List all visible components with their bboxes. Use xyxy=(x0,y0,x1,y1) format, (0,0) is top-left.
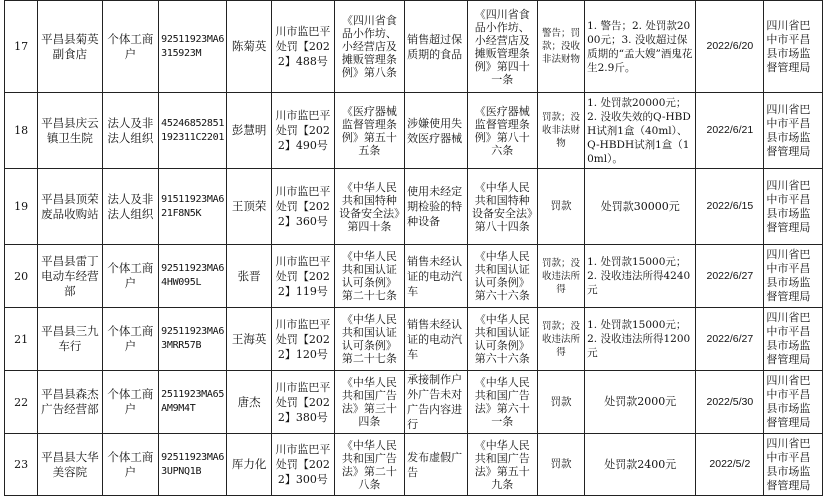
violated-law-basis: 《中华人民共和国认证认可条例》第二十七条 xyxy=(334,308,404,371)
decision-date: 2022/6/27 xyxy=(696,245,764,308)
party-name: 平昌县森杰广告经营部 xyxy=(38,371,102,434)
credit-code: 92511923MA6315923M xyxy=(159,1,227,93)
party-type: 个体工商户 xyxy=(102,308,159,371)
decision-date: 2022/5/2 xyxy=(696,434,764,496)
party-type: 个体工商户 xyxy=(102,434,159,496)
violation-fact: 销售未经认证的电动汽车 xyxy=(405,308,467,371)
issuing-authority: 四川省巴中市平昌县市场监督管理局 xyxy=(764,371,823,434)
credit-code: 92511923MA63UPNQ1B xyxy=(159,434,227,496)
row-number: 19 xyxy=(5,169,38,245)
row-number: 22 xyxy=(5,371,38,434)
penalty-table xyxy=(4,0,823,496)
legal-representative: 张晋 xyxy=(227,245,272,308)
penalty-kind: 罚款；没收违法所得 xyxy=(537,308,584,371)
party-name: 平昌县三九车行 xyxy=(38,308,102,371)
credit-code: 91511923MA621F8N5K xyxy=(159,169,227,245)
party-type: 个体工商户 xyxy=(102,245,159,308)
row-number: 17 xyxy=(5,1,38,93)
violation-fact: 涉嫌使用失效医疗器械 xyxy=(405,93,467,169)
penalty-kind: 罚款；没收违法所得 xyxy=(537,245,584,308)
penalty-kind: 罚款 xyxy=(537,371,584,434)
party-type: 个体工商户 xyxy=(102,371,159,434)
violated-law-basis: 《医疗器械监督管理条例》第五十五条 xyxy=(334,93,404,169)
table-row xyxy=(5,169,823,245)
penalty-content: 1. 处罚款15000元；2. 没收违法所得1200元 xyxy=(585,308,696,371)
decision-date: 2022/6/21 xyxy=(696,93,764,169)
party-name: 平昌县大华美容院 xyxy=(38,434,102,496)
credit-code: 92511923MA63MRR57B xyxy=(159,308,227,371)
decision-date: 2022/6/15 xyxy=(696,169,764,245)
legal-representative: 王顶荣 xyxy=(227,169,272,245)
violated-law-basis: 《中华人民共和国认证认可条例》第二十七条 xyxy=(334,245,404,308)
violated-law-basis: 《中华人民共和国广告法》第二十八条 xyxy=(334,434,404,496)
table-row xyxy=(5,434,823,496)
table-row xyxy=(5,1,823,93)
penalty-law-basis: 《中华人民共和国认证认可条例》第六十六条 xyxy=(467,245,537,308)
issuing-authority: 四川省巴中市平昌县市场监督管理局 xyxy=(764,245,823,308)
issuing-authority: 四川省巴中市平昌县市场监督管理局 xyxy=(764,169,823,245)
legal-representative: 唐杰 xyxy=(227,371,272,434)
issuing-authority: 四川省巴中市平昌县市场监督管理局 xyxy=(764,1,823,93)
penalty-kind: 罚款 xyxy=(537,169,584,245)
row-number: 20 xyxy=(5,245,38,308)
party-name: 平昌县顶荣废品收购站 xyxy=(38,169,102,245)
penalty-content: 处罚款30000元 xyxy=(585,169,696,245)
decision-document-number: 川市监巴平处罚【2022】120号 xyxy=(272,308,335,371)
penalty-content: 1. 处罚款20000元；2. 没收失效的Q-HBDH试剂1盒（40ml）、Q-HBDH试剂1盒（10ml）。 xyxy=(585,93,696,169)
credit-code: 452468528511923​11C2201 xyxy=(159,93,227,169)
violated-law-basis: 《中华人民共和国特种设备安全法》第四十条 xyxy=(334,169,404,245)
penalty-content: 处罚款2000元 xyxy=(585,371,696,434)
decision-document-number: 川市监巴平处罚【2022】300号 xyxy=(272,434,335,496)
penalty-content: 1. 警告；2. 处罚款2000元；3. 没收超过保质期的“孟大嫂”酒鬼花生2.9斤。 xyxy=(585,1,696,93)
credit-code: 2511923MA65AM9M4T xyxy=(159,371,227,434)
penalty-table-body xyxy=(5,1,823,496)
decision-date: 2022/5/30 xyxy=(696,371,764,434)
decision-document-number: 川市监巴平处罚【2022】360号 xyxy=(272,169,335,245)
legal-representative: 彭慧明 xyxy=(227,93,272,169)
penalty-law-basis: 《医疗器械监督管理条例》第八十六条 xyxy=(467,93,537,169)
row-number: 23 xyxy=(5,434,38,496)
decision-date: 2022/6/20 xyxy=(696,1,764,93)
violated-law-basis: 《中华人民共和国广告法》第三十四条 xyxy=(334,371,404,434)
credit-code: 92511923MA64HW095L xyxy=(159,245,227,308)
party-name: 平昌县庆云镇卫生院 xyxy=(38,93,102,169)
issuing-authority: 四川省巴中市平昌县市场监督管理局 xyxy=(764,434,823,496)
penalty-law-basis: 《中华人民共和国认证认可条例》第六十六条 xyxy=(467,308,537,371)
legal-representative: 王海英 xyxy=(227,308,272,371)
legal-representative: 厍力化 xyxy=(227,434,272,496)
decision-document-number: 川市监巴平处罚【2022】490号 xyxy=(272,93,335,169)
penalty-content: 处罚款2400元 xyxy=(585,434,696,496)
decision-date: 2022/6/27 xyxy=(696,308,764,371)
row-number: 21 xyxy=(5,308,38,371)
penalty-content: 1. 处罚款15000元；2. 没收违法所得4240元 xyxy=(585,245,696,308)
table-row xyxy=(5,308,823,371)
penalty-law-basis: 《四川省食品小作坊、小经营店及摊贩管理条例》第四十一条 xyxy=(467,1,537,93)
violation-fact: 销售超过保质期的食品 xyxy=(405,1,467,93)
party-type: 个体工商户 xyxy=(102,1,159,93)
table-row xyxy=(5,245,823,308)
issuing-authority: 四川省巴中市平昌县市场监督管理局 xyxy=(764,93,823,169)
penalty-law-basis: 《中华人民共和国广告法》第五十九条 xyxy=(467,434,537,496)
table-row xyxy=(5,93,823,169)
party-name: 平昌县雷丁电动车经营部 xyxy=(38,245,102,308)
penalty-law-basis: 《中华人民共和国特种设备安全法》第八十四条 xyxy=(467,169,537,245)
decision-document-number: 川市监巴平处罚【2022】488号 xyxy=(272,1,335,93)
violated-law-basis: 《四川省食品小作坊、小经营店及摊贩管理条例》第八条 xyxy=(334,1,404,93)
party-name: 平昌县菊英副食店 xyxy=(38,1,102,93)
violation-fact: 使用未经定期检验的特种设备 xyxy=(405,169,467,245)
penalty-law-basis: 《中华人民共和国广告法》第六十一条 xyxy=(467,371,537,434)
violation-fact: 承接制作户外广告未对广告内容进行 xyxy=(405,371,467,434)
issuing-authority: 四川省巴中市平昌县市场监督管理局 xyxy=(764,308,823,371)
violation-fact: 发布虚假广告 xyxy=(405,434,467,496)
party-type: 法人及非法人组织 xyxy=(102,169,159,245)
decision-document-number: 川市监巴平处罚【2022】380号 xyxy=(272,371,335,434)
penalty-kind: 罚款 xyxy=(537,434,584,496)
penalty-kind: 罚款；没收非法财物 xyxy=(537,93,584,169)
decision-document-number: 川市监巴平处罚【2022】119号 xyxy=(272,245,335,308)
penalty-kind: 警告；罚款；没收非法财物 xyxy=(537,1,584,93)
violation-fact: 销售未经认证的电动汽车 xyxy=(405,245,467,308)
party-type: 法人及非法人组织 xyxy=(102,93,159,169)
legal-representative: 陈菊英 xyxy=(227,1,272,93)
row-number: 18 xyxy=(5,93,38,169)
table-row xyxy=(5,371,823,434)
